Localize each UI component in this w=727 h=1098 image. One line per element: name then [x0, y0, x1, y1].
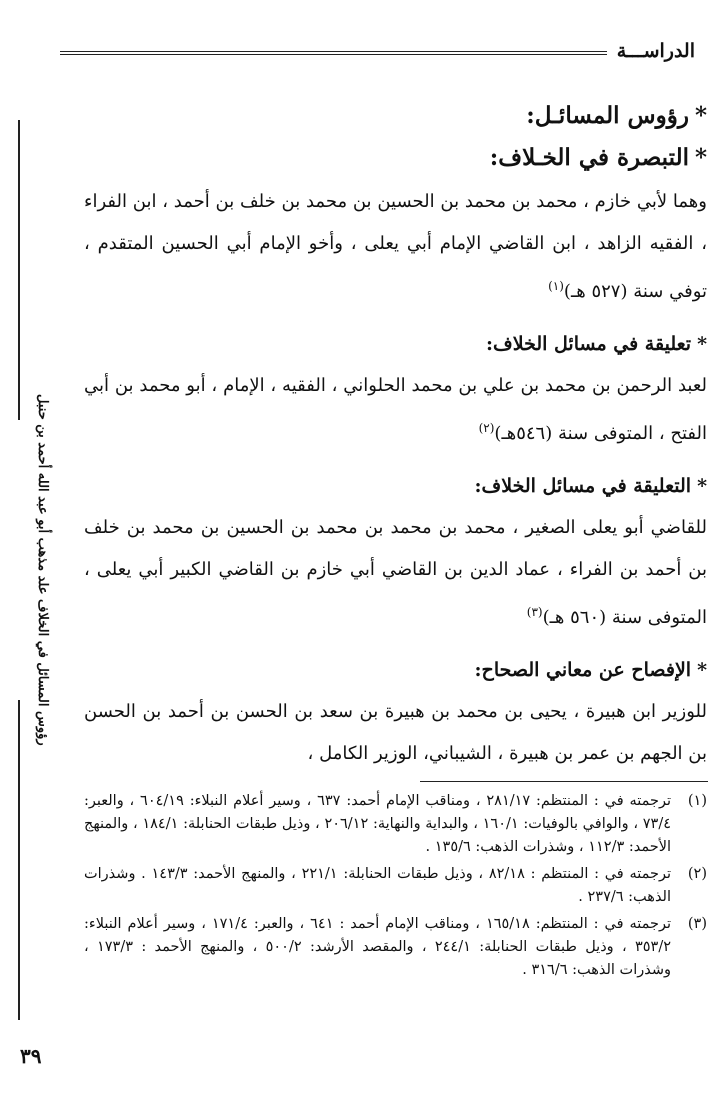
side-rule-top: [18, 120, 20, 420]
section-heading-text: الإفصاح عن معاني الصحاح:: [474, 659, 692, 681]
section-heading-text: التبصرة في الخـلاف:: [489, 144, 689, 171]
footnote: [84, 790, 707, 859]
section-heading-text: تعليقة في مسائل الخلاف:: [486, 333, 692, 355]
footnote-text: ترجمته في : المنتظم: ١٦٥/١٨ ، ومناقب الإمام أحمد : ٦٤١ ، والعبر: ١٧١/٤ ، وسير أعلام النبلاء: ٣٥٣/٢ ، وذيل طبقات الحنابلة: ٢٤٤/١ ، والمقصد الأرشد: ٥٠٠/٢ ، والمنهج الأحمد : ١٧٣/٣ ، وشذرات الذهب: ٣١٦/٦ .: [84, 916, 672, 978]
section-paragraph: [84, 181, 707, 313]
footnote-number: (٣): [687, 916, 707, 932]
footnote-ref: (١): [548, 279, 564, 293]
footnote-number: (١): [687, 793, 707, 809]
side-book-title: رؤوس المسائل في الخلاف علد مذهب أبو عبد الله أحمد بن حنبل: [35, 394, 50, 746]
bullet-star: *: [697, 659, 707, 681]
footnote-text: ترجمته في : المنتظم: ٢٨١/١٧ ، ومناقب الإمام أحمد: ٦٣٧ ، وسير أعلام النبلاء: ٦٠٤/١٩ ، والعبر: ٧٣/٤ ، والوافي بالوفيات: ١٦٠/١ ، والبداية والنهاية: ٢٠٦/١٢ ، وذيل طبقات الحنابلة: ١٨٤/١ ، والمنهج الأحمد: ١١٢/٣ ، وشذرات الذهب: ١٣٥/٦ .: [84, 793, 671, 855]
bullet-star: *: [697, 333, 707, 355]
paragraph-text: للقاضي أبو يعلى الصغير ، محمد بن محمد بن محمد بن الحسين بن محمد بن خلف بن أحمد بن الفراء ، عماد الدين بن القاضي أبي خازم بن القاضي الكبير أبي يعلى ، المتوفى سنة (٥٦٠ هـ): [84, 517, 707, 628]
section-heading: [84, 467, 707, 505]
side-rule-bottom: [18, 700, 20, 1020]
page-number: ٣٩: [20, 1044, 42, 1068]
header-double-rule: [60, 51, 607, 55]
footnote-number: (٢): [687, 866, 707, 882]
section-paragraph: [84, 365, 707, 455]
section-heading: [84, 95, 707, 137]
footnote: [84, 913, 707, 982]
section-heading: [84, 137, 707, 179]
section-heading: [84, 325, 707, 363]
section-heading: [84, 651, 707, 689]
paragraph-text: وهما لأبي خازم ، محمد بن محمد بن الحسين بن محمد بن خلف بن أحمد ، ابن الفراء ، الفقيه الزاهد ، ابن القاضي الإمام أبي يعلى ، وأخو الإمام أبي الحسين المتقدم ، توفي سنة (٥٢٧ هـ): [84, 191, 707, 302]
footnote-text: ترجمته في : المنتظم : ٨٢/١٨ ، وذيل طبقات الحنابلة: ٢٢١/١ ، والمنهج الأحمد: ١٤٣/٣ . وشذرات الذهب: ٢٣٧/٦ .: [84, 866, 671, 905]
footnote-separator: [420, 781, 708, 782]
bullet-star: *: [694, 102, 707, 129]
footnotes: [84, 790, 707, 986]
paragraph-text: لعبد الرحمن بن محمد بن علي بن محمد الحلواني ، الفقيه ، الإمام ، أبو محمد بن أبي الفتح ، المتوفى سنة (٥٤٦هـ): [84, 375, 707, 444]
section-heading-text: رؤوس المسائـل:: [526, 102, 689, 129]
section-paragraph: [84, 507, 707, 639]
paragraph-text: للوزير ابن هبيرة ، يحيى بن محمد بن هبيرة بن سعد بن الحسن بن أحمد بن الحسن بن الجهم بن عمر بن هبيرة ، الشيباني، الوزير الكامل ،: [84, 701, 707, 764]
footnote-ref: (٣): [526, 605, 543, 619]
bullet-star: *: [694, 144, 707, 171]
section-paragraph: [84, 691, 707, 775]
section-heading-text: التعليقة في مسائل الخلاف:: [474, 475, 692, 497]
running-header-title: الدراســـة: [616, 40, 695, 62]
footnote-ref: (٢): [478, 421, 495, 435]
footnote: [84, 863, 707, 909]
main-text: [84, 95, 707, 775]
bullet-star: *: [697, 475, 707, 497]
running-header: [60, 38, 695, 64]
